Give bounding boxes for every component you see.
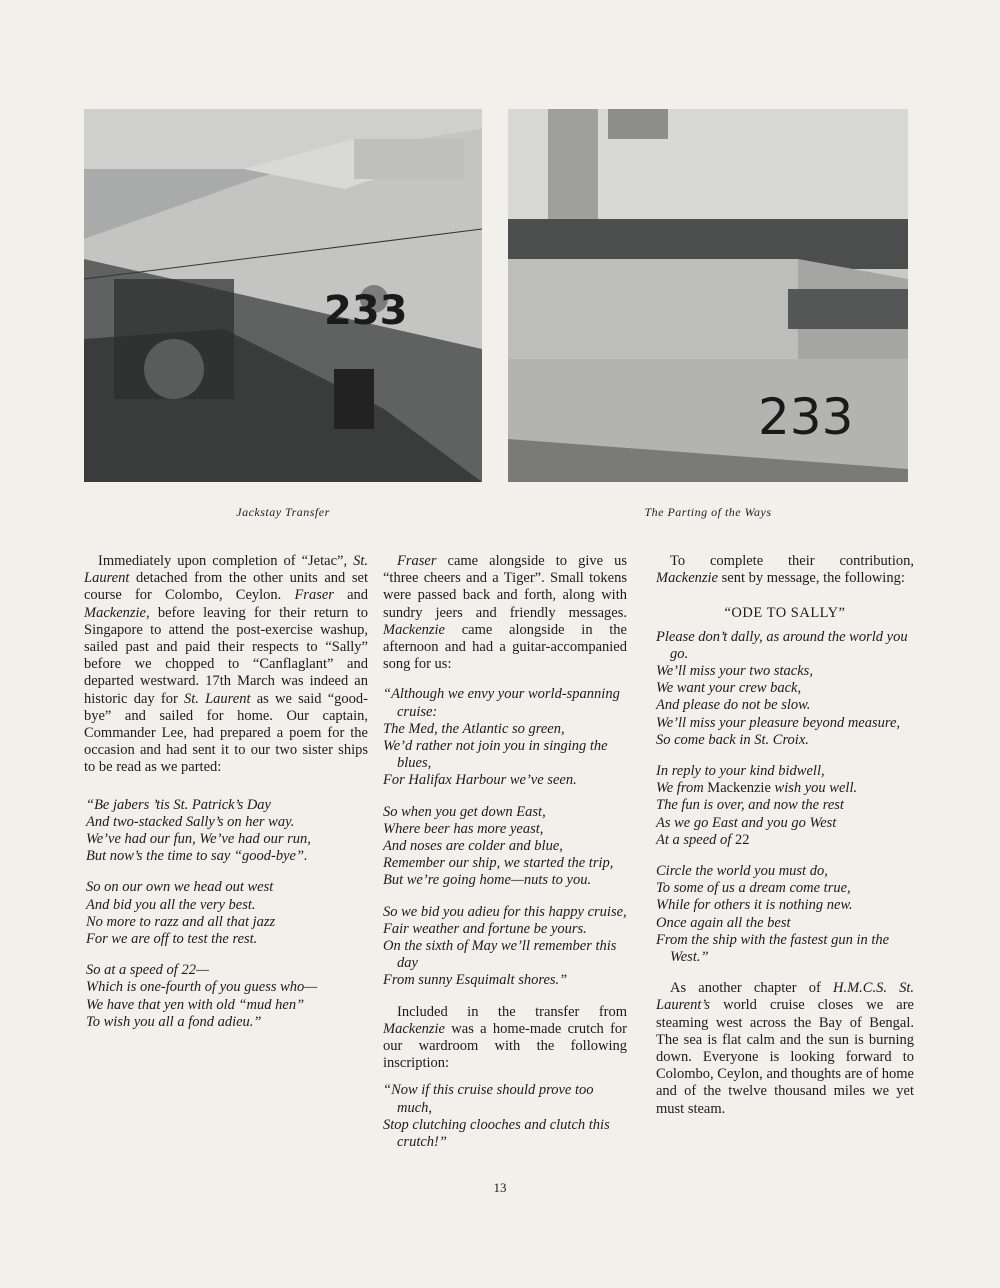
captain-poem	[84, 797, 368, 1031]
ode-line-speed: At a speed of 22	[656, 831, 750, 848]
ode-stanza-1: Please don’t dally, as around the world you go. We’ll miss your two stacks, We want your crew back, And please do not be slow. We’ll miss your pleasure beyond measure, So come back in St. Croix.	[656, 628, 908, 748]
song-stanza-1: “Although we envy your world-spanning cruise: The Med, the Atlantic so green, We’d rather not join you in singing the blues, For Halifax Harbour we’ve seen.	[383, 686, 620, 789]
ode-stanza-3: Circle the world you must do, To some of us a dream come true, While for others it is nothing new. Once again all the best From the ship with the fastest gun in the West.”	[656, 863, 890, 966]
photo-jackstay-transfer	[84, 109, 482, 482]
paragraph-intro: Immediately upon completion of “Jetac”, St. Laurent detached from the other units and set course for Colombo, Ceylon. Fraser and Mackenzie, before leaving for their return to Singapore to attend the post-exercise washup, sailed past and paid their respects to “Sally” before we chopped to “Canflaglant” and departed westward. 17th March was indeed an historic day for St. Laurent as we said “good-bye” and sailed for home. Our captain, Commander Lee, had prepared a poem for the occasion and had sent it to our two sister ships to be read as we parted:	[84, 553, 368, 776]
song-stanza-3: So we bid you adieu for this happy cruise, Fair weather and fortune be yours. On the sixth of May we’ll remember this day From sunny Esquimalt shores.”	[383, 903, 627, 989]
photo-parting-of-the-ways	[508, 109, 908, 482]
crutch-inscription: “Now if this cruise should prove too much, Stop clutching clooches and clutch this crutch!”	[383, 1082, 610, 1151]
paragraph-crutch: Included in the transfer from Mackenzie was a home-made crutch for our wardroom with the following inscription:	[383, 1003, 627, 1072]
caption-parting-of-the-ways: The Parting of the Ways	[644, 505, 772, 519]
column-2	[383, 553, 627, 1151]
ode-stanza-2: In reply to your kind bidwell, We from Mackenzie wish you well. The fun is over, and now the rest As we go East and you go West At a speed of 22	[656, 763, 914, 849]
paragraph-fraser: Fraser came alongside to give us “three cheers and a Tiger”. Small tokens were passed back and forth, along with sundry jeers and friendly messages. Mackenzie came alongside in the afternoon and had a guitar-accompanied song for us:	[383, 553, 627, 673]
column-1	[84, 553, 368, 1031]
poem-stanza-3: So at a speed of 22— Which is one-fourth of you guess who— We have that yen with old “mud hen” To wish you all a fond adieu.”	[86, 962, 318, 1030]
poem-stanza-2: So on our own we head out west And bid you all the very best. No more to razz and all that jazz For we are off to test the rest.	[86, 879, 276, 948]
song-stanza-2: So when you get down East, Where beer has more yeast, And noses are colder and blue, Remember our ship, we started the trip, But we’re going home—nuts to you.	[383, 803, 614, 889]
caption-jackstay-transfer: Jackstay Transfer	[236, 505, 330, 519]
ode-line-mackenzie: We from Mackenzie wish you well.	[656, 780, 858, 797]
page-number: 13	[493, 1180, 507, 1195]
paragraph-contribution: To complete their contribution, Mackenzie sent by message, the following:	[656, 553, 914, 587]
ode-title: “ODE TO SALLY”	[724, 605, 846, 622]
mackenzie-song	[383, 686, 627, 989]
column-3	[656, 553, 914, 1118]
ode-to-sally	[656, 629, 914, 967]
hull-number-left: 233	[324, 288, 408, 334]
paragraph-closing: As another chapter of H.M.C.S. St. Laurent’s world cruise closes we are steaming west across the Bay of Bengal. The sea is flat calm and the sun is burning down. Everyone is looking forward to Colombo, Ceylon, and thoughts are of home and of the twelve thousand miles we yet must steam.	[656, 980, 914, 1117]
hull-number-right: 233	[758, 388, 854, 446]
poem-stanza-1: “Be jabers ’tis St. Patrick’s Day And two-stacked Sally’s on her way. We’ve had our fun, We’ve had our run, But now’s the time to say “good-bye”.	[86, 796, 311, 865]
